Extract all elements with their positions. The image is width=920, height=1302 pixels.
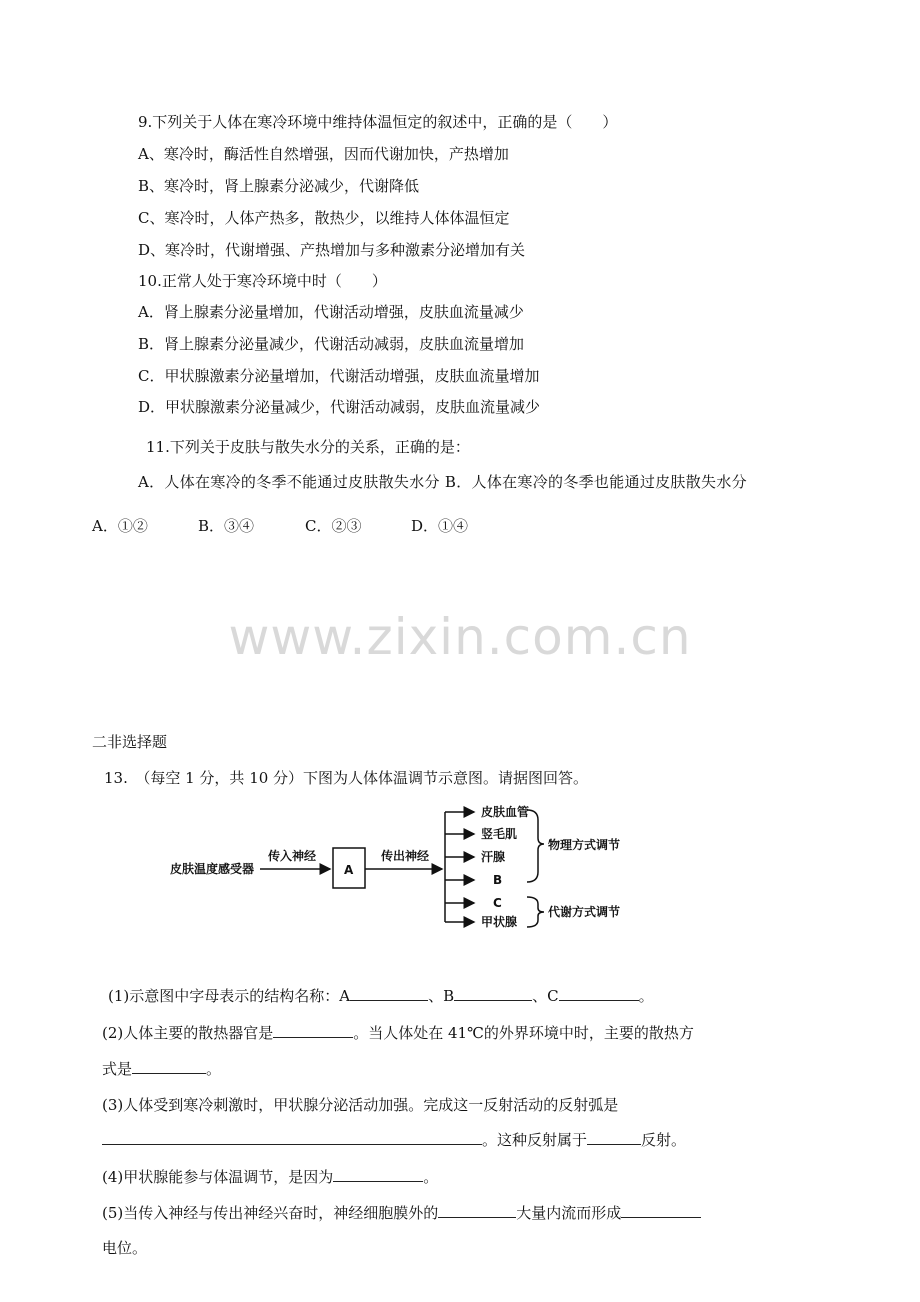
target-c: C [493,896,502,910]
section-title: 二非选择题 [92,733,168,751]
q13-part3-cont: 。这种反射属于 反射。 [102,1129,686,1150]
q11-option-1: A．①② [92,517,148,535]
q11-option-3: C．②③ [305,517,362,535]
blank-c[interactable] [559,985,639,1001]
efferent-nerve-label: 传出神经 [381,849,430,863]
q10-option-d: D．甲状腺激素分泌量减少，代谢活动减弱，皮肤血流量减少 [138,398,541,416]
q9-option-a: A、寒冷时，酶活性自然增强，因而代谢加快，产热增加 [138,145,509,163]
thermoregulation-diagram [160,800,630,932]
q10-option-c: C．甲状腺激素分泌量增加，代谢活动增强，皮肤血流量增加 [138,367,540,385]
q10-stem: 10.正常人处于寒冷环境中时（ ） [138,272,387,290]
q13-part2: (2)人体主要的散热器官是 。当人体处在 41℃的外界环境中时，主要的散热方 [102,1024,694,1042]
q13-part5: (5)当传入神经与传出神经兴奋时，神经细胞膜外的 大量内流而形成 [102,1202,701,1223]
q13-part5-cont: 电位。 [102,1239,148,1257]
q9-option-d: D、寒冷时，代谢增强、产热增加与多种激素分泌增加有关 [138,241,526,259]
blank-a[interactable] [350,985,428,1001]
blank-ion[interactable] [438,1202,516,1218]
q11-option-4: D．①④ [411,517,469,535]
blank-thyroid-reason[interactable] [333,1166,423,1182]
physical-brace [527,810,544,882]
blank-potential[interactable] [621,1202,701,1218]
blank-b[interactable] [454,985,532,1001]
q13-part1: (1)示意图中字母表示的结构名称：A 、B 、C 。 [108,987,654,1005]
target-thyroid: 甲状腺 [481,915,518,929]
q13-part2-cont: 式是 。 [102,1060,222,1078]
q10-option-a: A．肾上腺素分泌量增加，代谢活动增强，皮肤血流量减少 [138,303,524,321]
afferent-nerve-label: 传入神经 [268,849,317,863]
q9-option-b: B、寒冷时，肾上腺素分泌减少，代谢降低 [138,177,420,195]
target-b: B [493,873,503,887]
target-arrector-muscle: 竖毛肌 [481,827,518,841]
metabolic-brace [527,897,544,927]
blank-heat-organ[interactable] [273,1022,353,1038]
q9-option-c: C、寒冷时，人体产热多，散热少，以维持人体体温恒定 [138,209,510,227]
blank-heat-method[interactable] [132,1058,206,1074]
physical-regulation-label: 物理方式调节 [548,838,621,852]
receptor-label: 皮肤温度感受器 [170,862,255,876]
blank-reflex-arc[interactable] [102,1129,482,1145]
q10-option-b: B．肾上腺素分泌量减少，代谢活动减弱，皮肤血流量增加 [138,335,525,353]
q13-stem: 13. （每空 1 分，共 10 分）下图为人体体温调节示意图。请据图回答。 [104,769,589,787]
q11-option-2: B．③④ [198,517,255,535]
watermark: www.zixin.com.cn [228,608,692,666]
blank-reflex-type[interactable] [587,1129,641,1145]
target-skin-vessel: 皮肤血管 [481,805,530,819]
q11-stem: 11.下列关于皮肤与散失水分的关系，正确的是： [146,438,470,456]
q11-options-ab: A．人体在寒冷的冬季不能通过皮肤散失水分 B．人体在寒冷的冬季也能通过皮肤散失水分 [138,473,747,491]
metabolic-regulation-label: 代谢方式调节 [548,905,621,919]
target-sweat-gland: 汗腺 [481,850,506,864]
q13-part3: (3)人体受到寒冷刺激时，甲状腺分泌活动加强。完成这一反射活动的反射弧是 [102,1096,619,1114]
box-a-label: A [344,863,354,877]
q9-stem: 9.下列关于人体在寒冷环境中维持体温恒定的叙述中，正确的是（ ） [138,113,618,131]
q13-part4: (4)甲状腺能参与体温调节，是因为 。 [102,1168,439,1186]
